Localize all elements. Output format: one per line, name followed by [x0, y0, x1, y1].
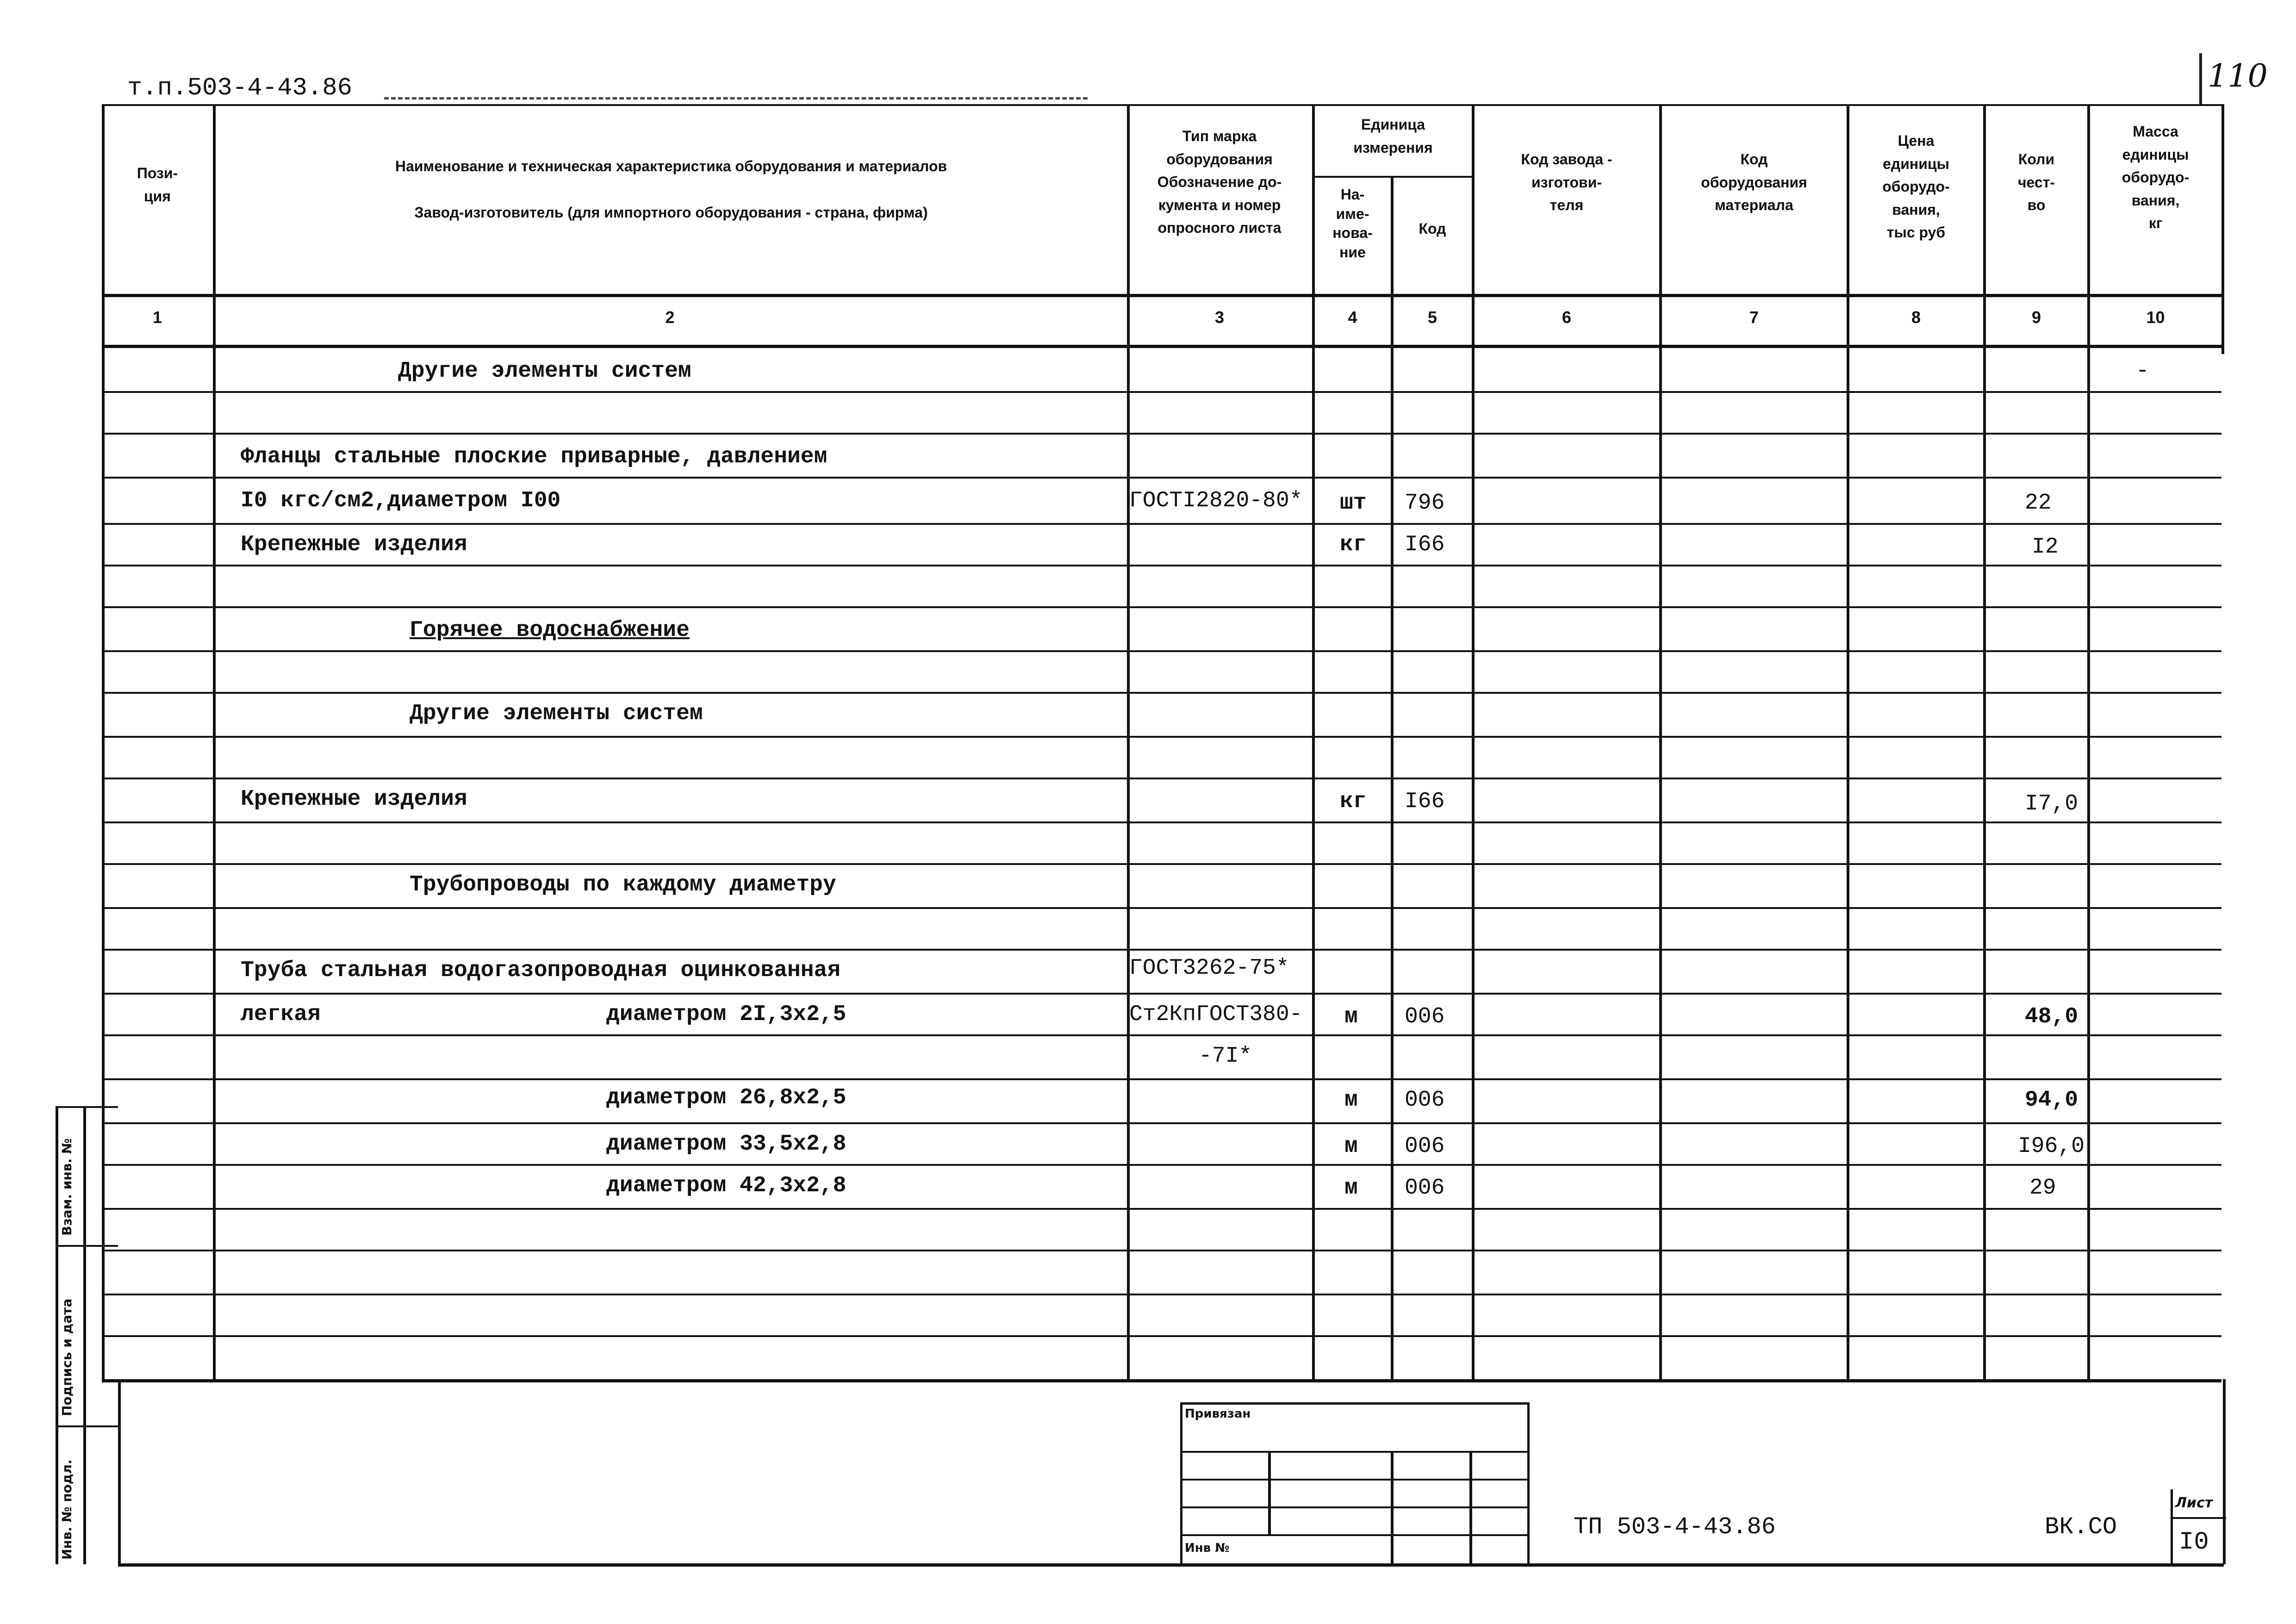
unit-cell: м — [1344, 1176, 1358, 1201]
unit-cell: м — [1344, 1088, 1358, 1113]
unit-cell: кг — [1340, 789, 1367, 814]
stamp-document-number: ТП 503-4-43.86 — [1574, 1513, 1776, 1541]
qty-cell: I7,0 — [2025, 791, 2078, 816]
grid-vline-right — [2221, 104, 2224, 354]
sheet-divider — [2171, 1517, 2226, 1519]
row-line — [102, 821, 2221, 823]
frame-left-bottom — [118, 1379, 121, 1564]
stamp-line — [1180, 1534, 1527, 1536]
column-number: 10 — [2146, 308, 2165, 327]
row-line — [102, 1122, 2221, 1124]
page-number-divider — [2199, 53, 2202, 104]
stamp-vline — [1469, 1451, 1472, 1564]
code-cell: I66 — [1405, 789, 1445, 814]
header-price: Цена единицы оборудо- вания, тыс руб — [1882, 132, 1950, 241]
frame-bottom-line — [118, 1563, 2224, 1567]
stamp-vline — [1268, 1451, 1271, 1534]
row-line — [102, 1034, 2221, 1036]
row-line — [102, 650, 2221, 652]
stamp-line — [1180, 1479, 1527, 1481]
item-size: диаметром 2I,3х2,5 — [606, 1002, 846, 1027]
column-number: 1 — [152, 308, 162, 327]
row-line — [102, 1164, 2221, 1166]
header-doc: Тип марка оборудования Обозначение до- кумента и номер опросного листа — [1157, 128, 1282, 236]
header-mass: Масса единицы оборудо- вания, кг — [2122, 123, 2190, 232]
unit-cell: кг — [1340, 532, 1367, 557]
section-title: Другие элементы систем — [410, 701, 703, 726]
column-number: 6 — [1562, 308, 1572, 327]
stamp-attached-label: Привязан — [1185, 1407, 1251, 1421]
stamp-line — [1180, 1451, 1527, 1453]
header-unit-code: Код — [1419, 220, 1446, 237]
margin-line — [56, 1106, 118, 1108]
code-cell: 006 — [1405, 1134, 1445, 1159]
header-name-line1: Наименование и техническая характеристика оборудования и материалов — [395, 158, 947, 174]
row-line — [102, 523, 2221, 525]
doc-cell: ГОСТ3262-75* — [1129, 956, 1289, 981]
qty-cell: I2 — [2032, 535, 2059, 560]
mass-cell: - — [2136, 359, 2149, 384]
header-name-line2: Завод-изготовитель (для импортного оборудования - страна, фирма) — [414, 204, 928, 221]
grid-hline-top — [102, 104, 2221, 106]
row-line — [102, 778, 2221, 779]
qty-cell: 94,0 — [2025, 1088, 2078, 1113]
margin-signature-date: Подпись и дата — [59, 1298, 75, 1416]
row-line — [102, 606, 2221, 608]
item-name: Крепежные изделия — [241, 532, 467, 557]
row-line — [102, 565, 2221, 566]
row-line — [102, 993, 2221, 995]
doc-cell: Ст2КпГОСТ380- — [1129, 1002, 1303, 1027]
header-unit-name: На- име- нова- ние — [1332, 186, 1373, 261]
code-cell: 006 — [1405, 1004, 1445, 1029]
margin-line — [56, 1245, 118, 1247]
qty-cell: 22 — [2025, 491, 2052, 516]
column-number: 2 — [665, 308, 675, 327]
sheet-label: Лист — [2175, 1495, 2213, 1511]
item-name: Крепежные изделия — [241, 787, 467, 812]
unit-cell: м — [1344, 1134, 1358, 1159]
row-line — [102, 907, 2221, 909]
row-line — [102, 863, 2221, 865]
doc-cell: -7I* — [1199, 1044, 1252, 1069]
stamp-sheet-code: ВК.СО — [2045, 1513, 2117, 1541]
margin-inv-original: Инв. № подл. — [59, 1459, 75, 1560]
row-line — [102, 391, 2221, 393]
stamp-vline — [1391, 1451, 1394, 1564]
document-code: т.п.503-4-43.86 — [127, 74, 353, 102]
header-position: Пози- ция — [137, 165, 178, 205]
header-quantity: Коли чест- во — [2017, 151, 2055, 214]
row-line — [102, 433, 2221, 435]
margin-inner-line — [83, 1106, 86, 1564]
column-number: 8 — [1911, 308, 1921, 327]
margin-inv-replace: Взам. инв. № — [59, 1138, 75, 1236]
stamp-line — [1180, 1506, 1527, 1508]
row-line — [102, 477, 2221, 479]
column-number: 7 — [1749, 308, 1759, 327]
item-name: Труба стальная водогазопроводная оцинкованная — [241, 958, 841, 983]
code-cell: 006 — [1405, 1088, 1445, 1113]
row-line — [102, 1335, 2221, 1337]
grid-hline-bottom — [102, 1379, 2221, 1382]
grid-hline-header-bottom — [102, 294, 2224, 297]
section-title: Горячее водоснабжение — [410, 618, 690, 643]
item-size: диаметром 33,5х2,8 — [606, 1132, 846, 1157]
qty-cell: 29 — [2029, 1176, 2056, 1201]
code-cell: I66 — [1405, 532, 1445, 557]
code-cell: 006 — [1405, 1176, 1445, 1201]
header-unit-group: Единица измерения — [1353, 116, 1433, 156]
row-line — [102, 1208, 2221, 1210]
grid-hline-numbers-bottom — [102, 345, 2224, 348]
row-line — [102, 736, 2221, 738]
column-number: 5 — [1427, 308, 1437, 327]
stamp-box — [1180, 1402, 1530, 1567]
stamp-inv-label: Инв № — [1185, 1541, 1230, 1555]
qty-cell: 48,0 — [2025, 1004, 2078, 1029]
column-number: 4 — [1348, 308, 1357, 327]
row-line — [102, 692, 2221, 694]
section-title: Другие элементы систем — [398, 359, 691, 384]
item-name: I0 кгс/см2,диаметром I00 — [241, 488, 561, 513]
column-number: 3 — [1214, 308, 1225, 327]
section-title: Трубопроводы по каждому диаметру — [410, 872, 836, 897]
unit-cell: м — [1344, 1004, 1358, 1029]
row-line — [102, 1294, 2221, 1295]
row-line — [102, 949, 2221, 951]
unit-cell: шт — [1340, 491, 1367, 516]
header-equipment-code: Код оборудования материала — [1701, 151, 1807, 214]
item-size: диаметром 42,3х2,8 — [606, 1173, 846, 1198]
code-cell: 796 — [1405, 491, 1445, 516]
grid-hline-unit-split — [1312, 176, 1472, 178]
handwritten-page-number: 110 — [2208, 58, 2268, 94]
margin-line — [56, 1425, 118, 1427]
qty-cell: I96,0 — [2018, 1134, 2085, 1159]
doc-cell: ГОСТI2820-80* — [1129, 488, 1303, 513]
margin-left-line — [56, 1106, 58, 1564]
header-dashed-line — [384, 97, 1088, 100]
item-name: Фланцы стальные плоские приварные, давлением — [241, 444, 828, 469]
row-line — [102, 1250, 2221, 1251]
row-line — [102, 1078, 2221, 1080]
item-size: диаметром 26,8х2,5 — [606, 1085, 846, 1110]
item-name: легкая — [241, 1002, 321, 1027]
sheet-number: I0 — [2179, 1528, 2209, 1556]
header-factory-code: Код завода - изготови- теля — [1521, 151, 1612, 214]
column-number: 9 — [2031, 308, 2041, 327]
